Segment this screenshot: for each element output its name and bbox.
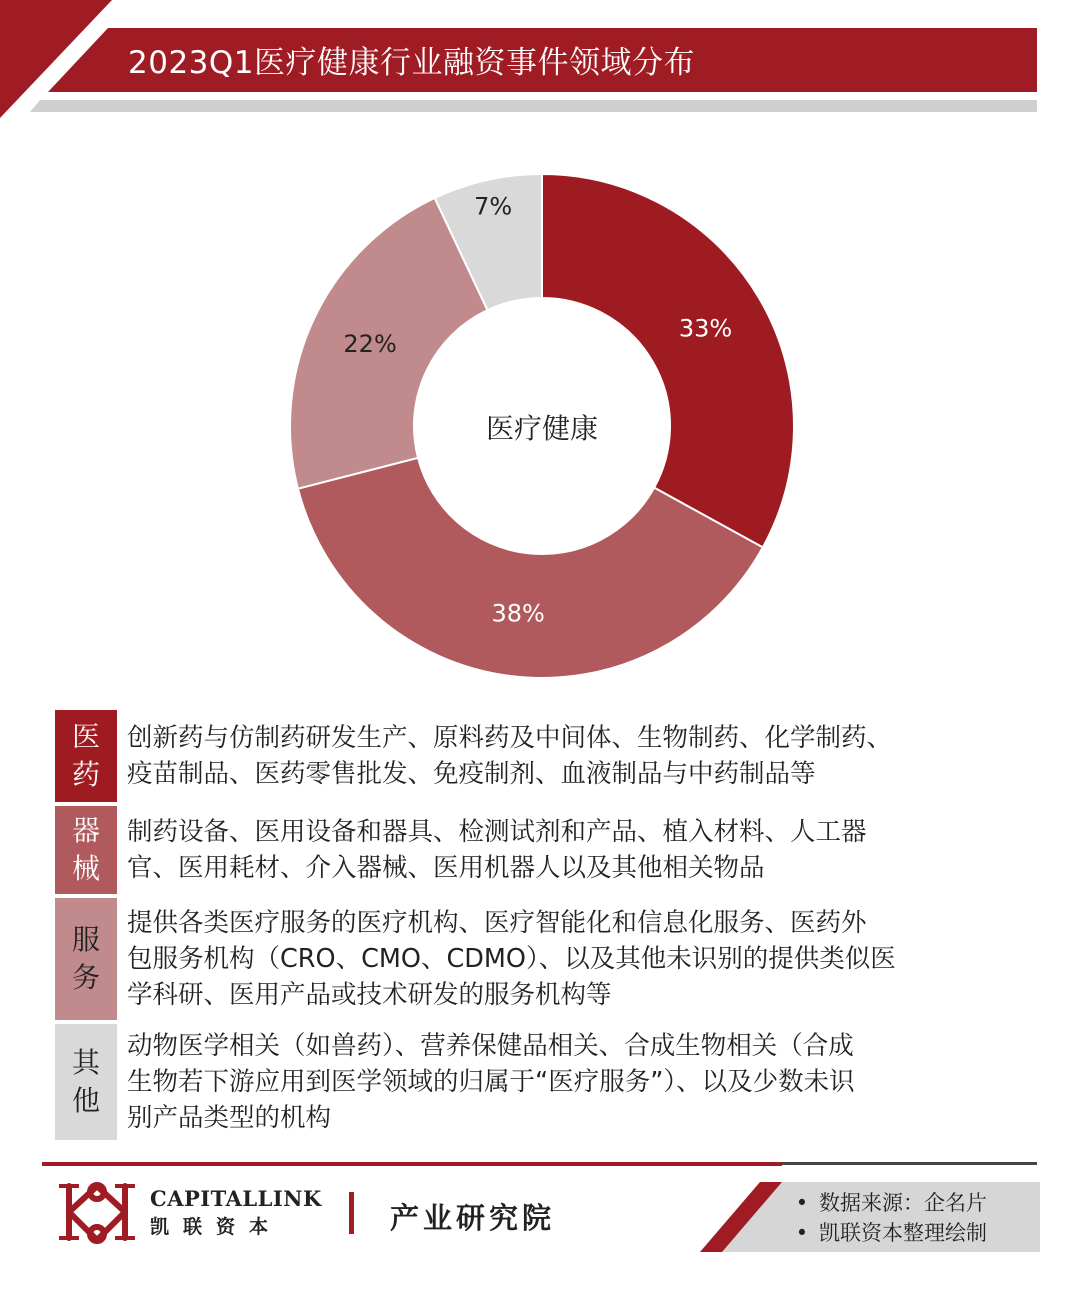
source-notes [785, 1188, 1035, 1248]
category-tag-char: 药 [71, 758, 100, 791]
category-description-line: 生物若下游应用到医学领域的归属于“医疗服务”）、以及少数未识 [127, 1067, 855, 1097]
source-line [785, 1188, 1035, 1218]
brand-name-english: CAPITALLINK [150, 1186, 322, 1211]
category-tag-char: 他 [71, 1084, 100, 1117]
category-description-line: 创新药与仿制药研发生产、原料药及中间体、生物制药、化学制药、 [127, 723, 893, 753]
source-text: 凯联资本整理绘制 [819, 1221, 987, 1245]
donut-chart [0, 150, 1080, 710]
category-tag-char: 务 [71, 961, 100, 994]
slice-percent-label: 33% [678, 314, 733, 343]
category-row-devices [55, 806, 1045, 894]
source-text: 数据来源：企名片 [819, 1191, 987, 1215]
header-banner [0, 0, 1080, 125]
donut-chart-svg [0, 150, 1080, 690]
category-tag [55, 898, 117, 1020]
category-tag-char: 其 [71, 1046, 100, 1079]
footer-divider-dark [782, 1162, 1037, 1165]
capitallink-logo-icon [55, 1176, 139, 1248]
category-tag-char: 医 [71, 720, 100, 753]
category-tag-char: 服 [71, 923, 100, 956]
title-underline-bar [30, 100, 1037, 112]
category-description-line: 官、医用耗材、介入器械、医用机器人以及其他相关物品 [127, 853, 765, 883]
institute-name: 产业研究院 [390, 1201, 556, 1235]
category-description-line: 制药设备、医用设备和器具、检测试剂和产品、植入材料、人工器 [127, 817, 867, 847]
category-row-pharma [55, 710, 1045, 802]
category-tag-char: 器 [71, 814, 100, 847]
page-title: 2023Q1医疗健康行业融资事件领域分布 [128, 45, 696, 81]
category-description-line: 学科研、医用产品或技术研发的服务机构等 [127, 980, 612, 1010]
category-description-line: 提供各类医疗服务的医疗机构、医疗智能化和信息化服务、医药外 [127, 908, 867, 938]
category-row-other [55, 1024, 1045, 1140]
bullet-icon: • [795, 1221, 809, 1245]
category-description [117, 710, 1045, 802]
slice-percent-label: 38% [491, 599, 545, 628]
brand-name-chinese: 凯联资本 [150, 1216, 283, 1238]
category-row-services [55, 898, 1045, 1020]
category-tag [55, 710, 117, 802]
category-tag [55, 806, 117, 894]
footer-divider-red [42, 1162, 782, 1166]
category-description [117, 898, 1045, 1020]
category-description-line: 别产品类型的机构 [127, 1103, 332, 1133]
brand-divider [349, 1192, 354, 1234]
category-description [117, 806, 1045, 894]
category-description-line: 疫苗制品、医药零售批发、免疫制剂、血液制品与中药制品等 [127, 759, 816, 789]
donut-center-label: 医疗健康 [485, 412, 599, 445]
source-line [785, 1218, 1035, 1248]
category-description [117, 1024, 1045, 1140]
category-tag-char: 械 [71, 852, 100, 885]
donut-slice [542, 174, 794, 547]
category-tag [55, 1024, 117, 1140]
bullet-icon: • [795, 1191, 809, 1215]
slice-percent-label: 7% [474, 192, 513, 221]
category-description-line: 动物医学相关（如兽药）、营养保健品相关、合成生物相关（合成 [127, 1031, 854, 1061]
slice-percent-label: 22% [343, 330, 397, 359]
category-description-line: 包服务机构（CRO、CMO、CDMO）、以及其他未识别的提供类似医 [127, 944, 896, 974]
